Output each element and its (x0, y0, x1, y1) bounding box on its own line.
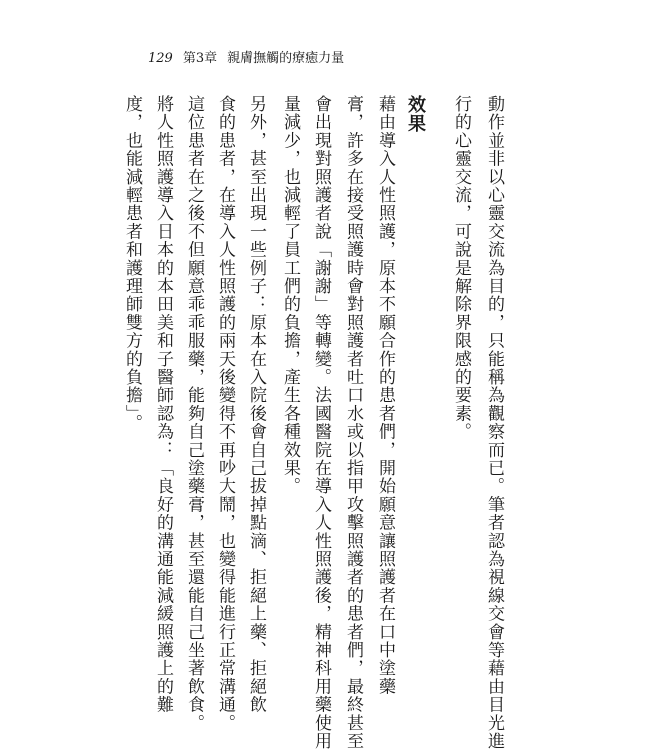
text-column: 這位患者在之後不但願意乖乖服藥，能夠自己塗藥膏，甚至還能自己坐著飲食。 (184, 95, 204, 732)
text-column: 將人性照護導入日本的本田美和子醫師認為：「良好的溝通能減緩照護上的難 (153, 95, 173, 714)
text-column: 動作並非以心靈交流為目的，只能稱為觀察而已。筆者認為視線交會等藉由目光進 (484, 95, 504, 750)
text-column: 另外，甚至出現一些例子：原本在入院後會自己拔掉點滴、拒絕上藥、拒絕飲 (246, 95, 266, 714)
text-column: 行的心靈交流，可說是解除界限感的要素。 (451, 95, 471, 441)
chapter-label: 第3章 (182, 51, 218, 66)
text-column: 度，也能減輕患者和護理師雙方的負擔」。 (122, 95, 142, 433)
chapter-title: 親膚撫觸的療癒力量 (227, 51, 345, 66)
text-column: 會出現對照護者說「謝謝」等轉變。法國醫院在導入人性照護後，精神科用藥使用 (311, 95, 331, 750)
text-column: 量減少，也減輕了員工們的負擔，產生各種效果。 (280, 95, 300, 496)
section-heading: 效果 (405, 95, 426, 134)
text-column: 膏，許多在接受照護時會對照護者吐口水或以指甲攻擊照護者的患者們，最終甚至 (343, 95, 363, 750)
running-header (148, 47, 344, 66)
page-number: 129 (148, 51, 173, 66)
text-column: 食的患者，在導入人性照護的兩天後變得不再吵大鬧，也變得能進行正常溝通。 (215, 95, 235, 732)
text-column: 藉由導入人性照護，原本不願合作的患者們，開始願意讓照護者在口中塗藥 (375, 95, 395, 696)
